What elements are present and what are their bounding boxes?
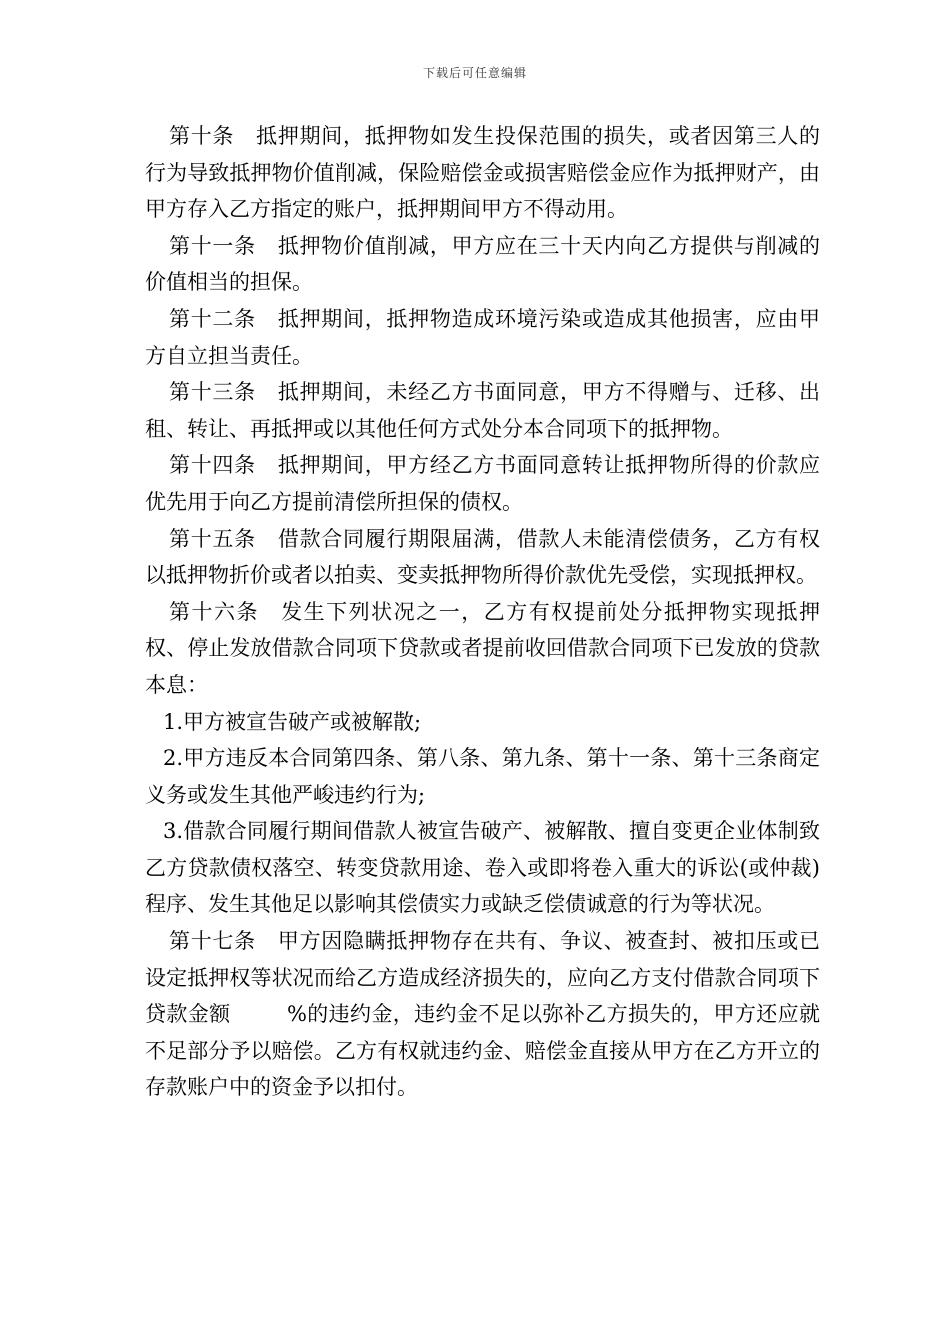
article-number: 第十二条 [169,306,256,331]
article-17 [145,923,820,1106]
article-text: 甲方因隐瞒抵押物存在共有、争议、被查封、被扣压或已设定抵押权等状况而给乙方造成经济损失的，应向乙方支付借款合同项下贷款金额 [145,929,820,1027]
article-text: %的违约金，违约金不足以弥补乙方损失的，甲方还应就不足部分予以赔偿。乙方有权就违约金、赔偿金直接从甲方在乙方开立的存款账户中的资金予以扣付。 [145,1002,820,1100]
list-item: 2.甲方违反本合同第四条、第八条、第九条、第十一条、第十三条商定义务或发生其他严峻违约行为; [145,746,820,807]
article-text: 借款合同履行期限届满，借款人未能清偿债务，乙方有权以抵押物折价或者以拍卖、变卖抵押物所得价款优先受偿，实现抵押权。 [145,526,820,588]
list-item: 1.甲方被宣告破产或被解散; [163,709,422,734]
list-item: 3.借款合同履行期间借款人被宣告破产、被解散、擅自变更企业体制致乙方贷款债权落空、转变贷款用途、卷入或即将卷入重大的诉讼(或仲裁)程序、发生其他足以影响其偿债实力或缺乏偿债诚意的行为等状况。 [145,819,820,917]
article-text: 发生下列状况之一，乙方有权提前处分抵押物实现抵押权、停止发放借款合同项下贷款或者提前收回借款合同项下已发放的贷款本息： [145,599,821,697]
article-text: 抵押期间，甲方经乙方书面同意转让抵押物所得的价款应优先用于向乙方提前清偿所担保的债权。 [145,453,820,514]
article-13 [145,374,820,447]
document-body [145,118,820,1106]
article-number: 第十五条 [169,526,256,551]
article-text: 抵押物价值削减，甲方应在三十天内向乙方提供与削减的价值相当的担保。 [145,233,820,295]
article-14 [145,447,820,520]
article-number: 第十三条 [169,380,256,405]
blank-percentage-field [231,1002,287,1026]
article-10 [145,118,820,228]
article-number: 第十六条 [169,599,260,624]
article-number: 第十条 [169,124,235,148]
article-text: 抵押期间，抵押物造成环境污染或造成其他损害，应由甲方自立担当责任。 [145,306,820,368]
article-15 [145,521,820,594]
article-text: 抵押期间，抵押物如发生投保范围的损失，或者因第三人的行为导致抵押物价值削减，保险赔偿金或损害赔偿金应作为抵押财产，由甲方存入乙方指定的账户，抵押期间甲方不得动用。 [145,124,821,222]
article-number: 第十一条 [169,233,256,258]
page-header-note: 下载后可任意编辑 [422,66,527,80]
article-11 [145,228,820,301]
article-16 [145,594,820,704]
article-12 [145,301,820,374]
article-number: 第十七条 [169,929,256,954]
article-number: 第十四条 [169,453,256,478]
article-text: 抵押期间，未经乙方书面同意，甲方不得赠与、迁移、出租、转让、再抵押或以其他任何方式处分本合同项下的抵押物。 [145,380,820,441]
